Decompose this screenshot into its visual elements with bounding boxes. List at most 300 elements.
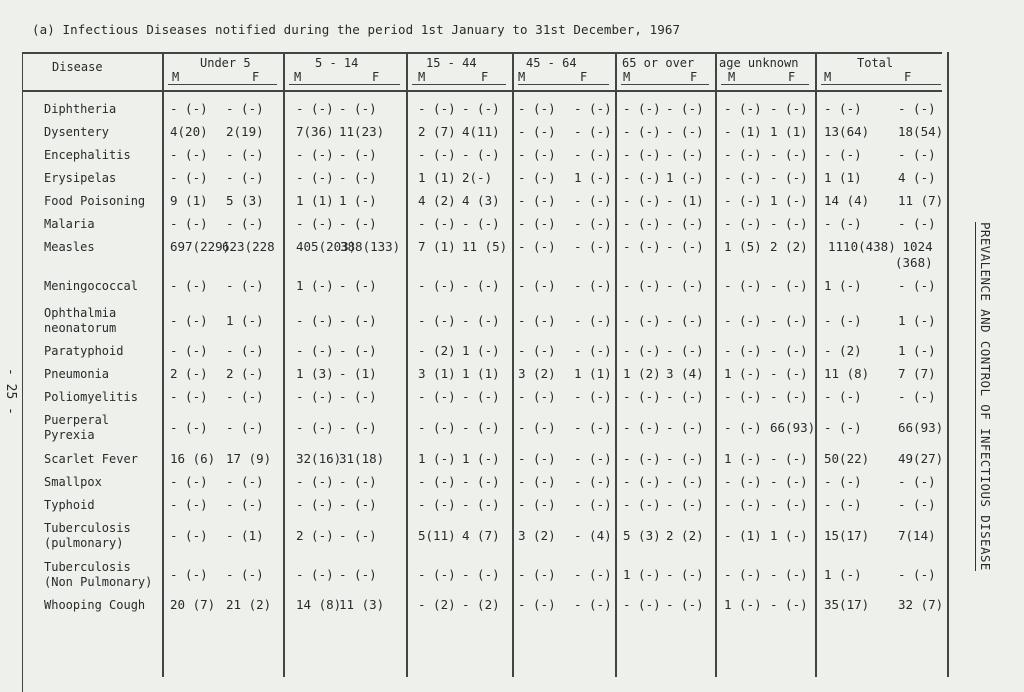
table-cell: 15(17) <box>824 528 870 543</box>
table-cell: - (-) <box>724 193 762 208</box>
table-cell: - (-) <box>518 474 556 489</box>
header-age-group: Total <box>857 56 894 70</box>
table-cell: - (-) <box>666 278 704 293</box>
table-cell: - (-) <box>574 451 612 466</box>
group-underline <box>168 84 277 85</box>
table-cell: - (-) <box>724 343 762 358</box>
table-cell: - (-) <box>462 313 500 328</box>
header-male: M <box>172 70 180 84</box>
table-cell: - (-) <box>296 420 334 435</box>
table-cell: 4 (7) <box>462 528 500 543</box>
table-cell: - (-) <box>574 389 612 404</box>
table-cell: - (-) <box>226 474 264 489</box>
disease-label: Dysentery <box>44 125 110 139</box>
table-cell: - (-) <box>462 147 500 162</box>
disease-label: Ophthalmia neonatorum <box>44 306 117 335</box>
header-male: M <box>824 70 832 84</box>
table-cell: - (-) <box>724 147 762 162</box>
table-cell: 11 (5) <box>462 239 508 254</box>
table-cell: - (-) <box>666 101 704 116</box>
table-cell: - (-) <box>770 101 808 116</box>
table-cell: - (-) <box>226 147 264 162</box>
header-age-group: 45 - 64 <box>526 56 577 70</box>
group-underline <box>821 84 941 85</box>
table-cell: 1 (-) <box>418 451 456 466</box>
table-cell: - (-) <box>898 474 936 489</box>
header-age-group: age unknown <box>719 56 799 70</box>
disease-label: Encephalitis <box>44 148 131 162</box>
header-female: F <box>580 70 588 84</box>
row-rule <box>22 52 942 54</box>
table-cell: 4 (2) <box>418 193 456 208</box>
table-cell: - (-) <box>226 101 264 116</box>
table-cell: 2 (-) <box>170 366 208 381</box>
table-cell: - (-) <box>339 567 377 582</box>
table-cell: - (-) <box>824 101 862 116</box>
disease-label: Tuberculosis (Non Pulmonary) <box>44 560 153 589</box>
table-cell: - (-) <box>418 474 456 489</box>
table-cell: - (-) <box>724 216 762 231</box>
table-cell: - (-) <box>339 147 377 162</box>
table-cell: 1 (1) <box>462 366 500 381</box>
table-cell: - (-) <box>574 313 612 328</box>
table-cell: 11(23) <box>339 124 385 139</box>
table-cell: - (-) <box>770 597 808 612</box>
table-cell: - (-) <box>724 313 762 328</box>
table-cell: - (-) <box>339 170 377 185</box>
table-cell: - (-) <box>824 313 862 328</box>
table-cell: 5 (3) <box>226 193 264 208</box>
table-cell: 49(27) <box>898 451 944 466</box>
table-cell: 9 (1) <box>170 193 208 208</box>
table-cell: 5(11) <box>418 528 456 543</box>
table-cell: 2 (2) <box>666 528 704 543</box>
table-cell: - (-) <box>226 216 264 231</box>
table-cell: 405(203) <box>296 239 357 254</box>
table-cell: - (-) <box>770 216 808 231</box>
table-cell: 1 (1) <box>574 366 612 381</box>
table-cell: - (-) <box>518 451 556 466</box>
table-cell: 1 (-) <box>770 528 808 543</box>
table-cell: 1 (1) <box>418 170 456 185</box>
table-cell: - (-) <box>418 147 456 162</box>
group-underline <box>412 84 506 85</box>
column-rule <box>615 52 617 677</box>
header-male: M <box>294 70 302 84</box>
table-cell: - (-) <box>574 101 612 116</box>
table-cell: 7 (7) <box>898 366 936 381</box>
table-cell: - (-) <box>898 567 936 582</box>
table-cell: - (1) <box>666 193 704 208</box>
table-cell: 2 (7) <box>418 124 456 139</box>
table-cell: 1 (3) <box>296 366 334 381</box>
table-cell: - (-) <box>518 147 556 162</box>
table-cell: - (-) <box>462 389 500 404</box>
disease-label: Typhoid <box>44 498 95 512</box>
table-cell: - (-) <box>824 389 862 404</box>
table-cell: - (-) <box>574 124 612 139</box>
table-cell: - (-) <box>666 343 704 358</box>
column-rule <box>715 52 717 677</box>
table-cell: - (-) <box>518 239 556 254</box>
table-cell: - (-) <box>296 170 334 185</box>
table-cell: - (-) <box>518 193 556 208</box>
table-cell: - (-) <box>666 313 704 328</box>
header-male: M <box>728 70 736 84</box>
table-cell: - (-) <box>418 216 456 231</box>
table-cell: - (-) <box>418 278 456 293</box>
table-cell: - (-) <box>574 147 612 162</box>
table-cell: - (-) <box>623 193 661 208</box>
disease-label: Paratyphoid <box>44 344 124 358</box>
table-cell: 13(64) <box>824 124 870 139</box>
table-cell: - (4) <box>574 528 612 543</box>
table-cell: - (-) <box>623 170 661 185</box>
table-cell: - (-) <box>339 278 377 293</box>
table-cell: - (-) <box>770 474 808 489</box>
table-cell: - (-) <box>518 170 556 185</box>
table-cell: - (-) <box>296 343 334 358</box>
table-cell: - (-) <box>623 313 661 328</box>
table-cell: - (-) <box>623 597 661 612</box>
table-cell: - (-) <box>574 497 612 512</box>
table-cell: 1 (-) <box>724 366 762 381</box>
table-cell: 1 (-) <box>898 313 936 328</box>
table-cell: 4(11) <box>462 124 500 139</box>
disease-label: Scarlet Fever <box>44 452 138 466</box>
table-cell: - (-) <box>462 278 500 293</box>
table-cell: 1 (-) <box>666 170 704 185</box>
table-cell: 1 (-) <box>226 313 264 328</box>
table-cell: - (-) <box>574 239 612 254</box>
table-cell: - (1) <box>339 366 377 381</box>
table-cell: - (-) <box>226 170 264 185</box>
disease-label: Food Poisoning <box>44 194 146 208</box>
header-female: F <box>904 70 912 84</box>
table-cell: 623(228 <box>222 239 275 254</box>
group-underline <box>621 84 709 85</box>
table-cell: - (-) <box>770 170 808 185</box>
table-cell: 2 (2) <box>770 239 808 254</box>
table-cell: 1 (1) <box>824 170 862 185</box>
table-cell: 1 (-) <box>339 193 377 208</box>
table-cell: - (-) <box>339 474 377 489</box>
table-cell: - (-) <box>824 420 862 435</box>
table-cell: - (-) <box>623 216 661 231</box>
table-cell: 7 (1) <box>418 239 456 254</box>
table-cell: - (-) <box>518 124 556 139</box>
table-cell: 18(54) <box>898 124 944 139</box>
table-cell: 1 (5) <box>724 239 762 254</box>
table-cell: - (-) <box>623 278 661 293</box>
table-cell: - (-) <box>770 451 808 466</box>
table-cell: - (-) <box>574 343 612 358</box>
table-cell: - (-) <box>898 278 936 293</box>
table-cell: - (-) <box>518 278 556 293</box>
table-cell: 3 (2) <box>518 528 556 543</box>
header-female: F <box>690 70 698 84</box>
table-cell: - (-) <box>574 420 612 435</box>
table-cell: 1 (-) <box>770 193 808 208</box>
table-cell: 21 (2) <box>226 597 272 612</box>
column-rule <box>947 52 949 677</box>
column-rule <box>512 52 514 677</box>
header-male: M <box>623 70 631 84</box>
table-cell: - (-) <box>518 497 556 512</box>
table-cell: - (-) <box>296 101 334 116</box>
table-cell: 1 (2) <box>623 366 661 381</box>
table-cell: - (-) <box>770 366 808 381</box>
table-cell: - (-) <box>518 101 556 116</box>
column-rule <box>406 52 408 677</box>
table-cell: - (-) <box>339 343 377 358</box>
table-cell: - (-) <box>623 389 661 404</box>
table-cell: 4 (3) <box>462 193 500 208</box>
table-cell: - (-) <box>518 567 556 582</box>
header-age-group: 65 or over <box>622 56 695 70</box>
table-cell: - (-) <box>724 101 762 116</box>
table-cell: - (-) <box>170 170 208 185</box>
table-cell: - (1) <box>226 528 264 543</box>
table-cell: - (-) <box>824 216 862 231</box>
table-cell: - (-) <box>518 216 556 231</box>
table-cell: - (-) <box>170 343 208 358</box>
table-cell: 1 (-) <box>462 343 500 358</box>
column-rule <box>162 52 164 677</box>
table-cell: - (-) <box>824 497 862 512</box>
table-cell: - (-) <box>666 597 704 612</box>
disease-label: Puerperal Pyrexia <box>44 413 110 442</box>
table-cell: - (-) <box>770 147 808 162</box>
table-cell: - (-) <box>339 389 377 404</box>
table-cell: - (-) <box>623 101 661 116</box>
table-cell: - (-) <box>339 216 377 231</box>
table-cell: - (-) <box>574 597 612 612</box>
table-cell: - (-) <box>623 420 661 435</box>
table-cell: - (-) <box>226 567 264 582</box>
table-cell: - (2) <box>418 597 456 612</box>
disease-label: Pneumonia <box>44 367 110 381</box>
table-cell: 1 (1) <box>296 193 334 208</box>
table-cell: 11 (8) <box>824 366 870 381</box>
table-cell: - (-) <box>518 343 556 358</box>
table-cell: - (-) <box>623 147 661 162</box>
table-cell: - (-) <box>170 389 208 404</box>
table-cell: - (1) <box>724 528 762 543</box>
table-cell: - (-) <box>339 101 377 116</box>
header-female: F <box>372 70 380 84</box>
table-cell: - (-) <box>770 313 808 328</box>
table-cell: 50(22) <box>824 451 870 466</box>
table-cell: - (-) <box>418 420 456 435</box>
table-cell: - (2) <box>462 597 500 612</box>
column-rule <box>283 52 285 677</box>
disease-label: Poliomyelitis <box>44 390 138 404</box>
table-cell: - (-) <box>518 597 556 612</box>
table-cell: 7(14) <box>898 528 936 543</box>
table-cell: - (-) <box>724 278 762 293</box>
table-cell: - (-) <box>296 389 334 404</box>
table-cell: - (-) <box>339 497 377 512</box>
table-cell: 17 (9) <box>226 451 272 466</box>
table-cell: - (-) <box>623 343 661 358</box>
table-cell: - (-) <box>170 528 208 543</box>
table-cell: - (-) <box>339 420 377 435</box>
table-cell: - (-) <box>518 420 556 435</box>
table-cell: - (-) <box>170 101 208 116</box>
disease-label: Smallpox <box>44 475 102 489</box>
header-age-group: 5 - 14 <box>315 56 359 70</box>
table-cell: - (-) <box>724 567 762 582</box>
table-cell: - (-) <box>226 420 264 435</box>
table-cell: - (-) <box>339 528 377 543</box>
table-cell: - (-) <box>518 313 556 328</box>
table-cell: 16 (6) <box>170 451 216 466</box>
table-cell: - (-) <box>770 278 808 293</box>
disease-label: Measles <box>44 240 95 254</box>
table-cell: - (-) <box>666 567 704 582</box>
table-cell: 14 (8) <box>296 597 342 612</box>
table-cell: - (1) <box>724 124 762 139</box>
table-cell: 11 (7) <box>898 193 944 208</box>
table-cell: - (-) <box>170 567 208 582</box>
table-cell: - (-) <box>770 567 808 582</box>
disease-label: Tuberculosis (pulmonary) <box>44 521 131 550</box>
group-underline <box>518 84 609 85</box>
table-cell: - (-) <box>296 497 334 512</box>
table-cell: 2(19) <box>226 124 264 139</box>
table-cell: - (-) <box>462 474 500 489</box>
table-cell: 66(93) <box>770 420 816 435</box>
header-age-group: 15 - 44 <box>426 56 477 70</box>
table-cell: - (-) <box>296 474 334 489</box>
disease-label: Diphtheria <box>44 102 117 116</box>
table-cell: 1 (-) <box>574 170 612 185</box>
table-cell: 11 (3) <box>339 597 385 612</box>
table-cell: 1024 (368) <box>895 239 933 270</box>
table-cell: 3 (4) <box>666 366 704 381</box>
table-cell: - (-) <box>724 497 762 512</box>
table-cell: - (-) <box>898 389 936 404</box>
table-cell: 2(-) <box>462 170 493 185</box>
table-cell: 1110(438) <box>828 239 896 254</box>
row-rule <box>22 90 942 92</box>
table-cell: 4 (-) <box>898 170 936 185</box>
table-cell: - (-) <box>462 216 500 231</box>
disease-label: Whooping Cough <box>44 598 146 612</box>
table-cell: - (-) <box>226 343 264 358</box>
table-cell: 2 (-) <box>226 366 264 381</box>
table-cell: 3 (2) <box>518 366 556 381</box>
table-cell: - (-) <box>666 239 704 254</box>
table-cell: - (-) <box>462 420 500 435</box>
page-number: - 25 - <box>3 368 18 415</box>
table-cell: - (-) <box>666 420 704 435</box>
table-cell: - (-) <box>623 124 661 139</box>
table-cell: - (-) <box>296 216 334 231</box>
header-female: F <box>252 70 260 84</box>
table-cell: - (-) <box>418 389 456 404</box>
table-cell: - (-) <box>824 474 862 489</box>
table-cell: - (-) <box>418 497 456 512</box>
table-cell: - (-) <box>623 474 661 489</box>
table-cell: 35(17) <box>824 597 870 612</box>
table-cell: - (-) <box>623 239 661 254</box>
table-cell: - (-) <box>418 313 456 328</box>
table-cell: 31(18) <box>339 451 385 466</box>
table-cell: - (-) <box>462 567 500 582</box>
table-cell: - (-) <box>296 567 334 582</box>
table-cell: 697(229) <box>170 239 231 254</box>
table-cell: - (-) <box>296 313 334 328</box>
table-cell: - (-) <box>770 389 808 404</box>
table-cell: 2 (-) <box>296 528 334 543</box>
header-male: M <box>518 70 526 84</box>
table-cell: - (-) <box>296 147 334 162</box>
disease-label: Malaria <box>44 217 95 231</box>
table-cell: - (-) <box>574 278 612 293</box>
table-cell: 1 (-) <box>824 567 862 582</box>
table-cell: 1 (-) <box>623 567 661 582</box>
table-cell: - (-) <box>898 216 936 231</box>
table-cell: - (-) <box>898 497 936 512</box>
column-rule <box>815 52 817 677</box>
group-underline <box>721 84 809 85</box>
table-cell: 4(20) <box>170 124 208 139</box>
table-cell: - (-) <box>226 278 264 293</box>
disease-label: Erysipelas <box>44 171 117 185</box>
table-cell: - (-) <box>666 451 704 466</box>
table-cell: 1 (-) <box>462 451 500 466</box>
table-cell: 1 (1) <box>770 124 808 139</box>
table-cell: 3 (1) <box>418 366 456 381</box>
header-age-group: Under 5 <box>200 56 251 70</box>
table-cell: - (-) <box>226 389 264 404</box>
side-title: PREVALENCE AND CONTROL OF INFECTIOUS DISEASE <box>975 222 993 571</box>
group-underline <box>289 84 400 85</box>
table-cell: 388(133) <box>340 239 401 254</box>
table-caption: (a) Infectious Diseases notified during the period 1st January to 31st December, 1967 <box>32 22 681 37</box>
table-cell: - (-) <box>666 216 704 231</box>
table-cell: - (-) <box>574 567 612 582</box>
table-cell: - (2) <box>824 343 862 358</box>
disease-label: Meningococcal <box>44 279 138 293</box>
header-disease: Disease <box>52 60 103 74</box>
table-cell: - (-) <box>518 389 556 404</box>
table-cell: - (-) <box>898 101 936 116</box>
table-cell: - (-) <box>724 389 762 404</box>
table-cell: 20 (7) <box>170 597 216 612</box>
table-cell: - (-) <box>170 420 208 435</box>
table-cell: - (-) <box>170 147 208 162</box>
table-cell: - (-) <box>418 567 456 582</box>
table-cell: - (-) <box>666 497 704 512</box>
table-cell: - (-) <box>418 101 456 116</box>
table-cell: - (-) <box>724 420 762 435</box>
table-cell: - (-) <box>170 278 208 293</box>
table-cell: - (-) <box>462 497 500 512</box>
header-female: F <box>481 70 489 84</box>
table-cell: - (2) <box>418 343 456 358</box>
table-cell: 66(93) <box>898 420 944 435</box>
table-cell: - (-) <box>898 147 936 162</box>
table-cell: - (-) <box>666 389 704 404</box>
table-cell: 5 (3) <box>623 528 661 543</box>
table-cell: - (-) <box>666 147 704 162</box>
table-cell: - (-) <box>462 101 500 116</box>
table-cell: - (-) <box>574 193 612 208</box>
table-cell: - (-) <box>339 313 377 328</box>
